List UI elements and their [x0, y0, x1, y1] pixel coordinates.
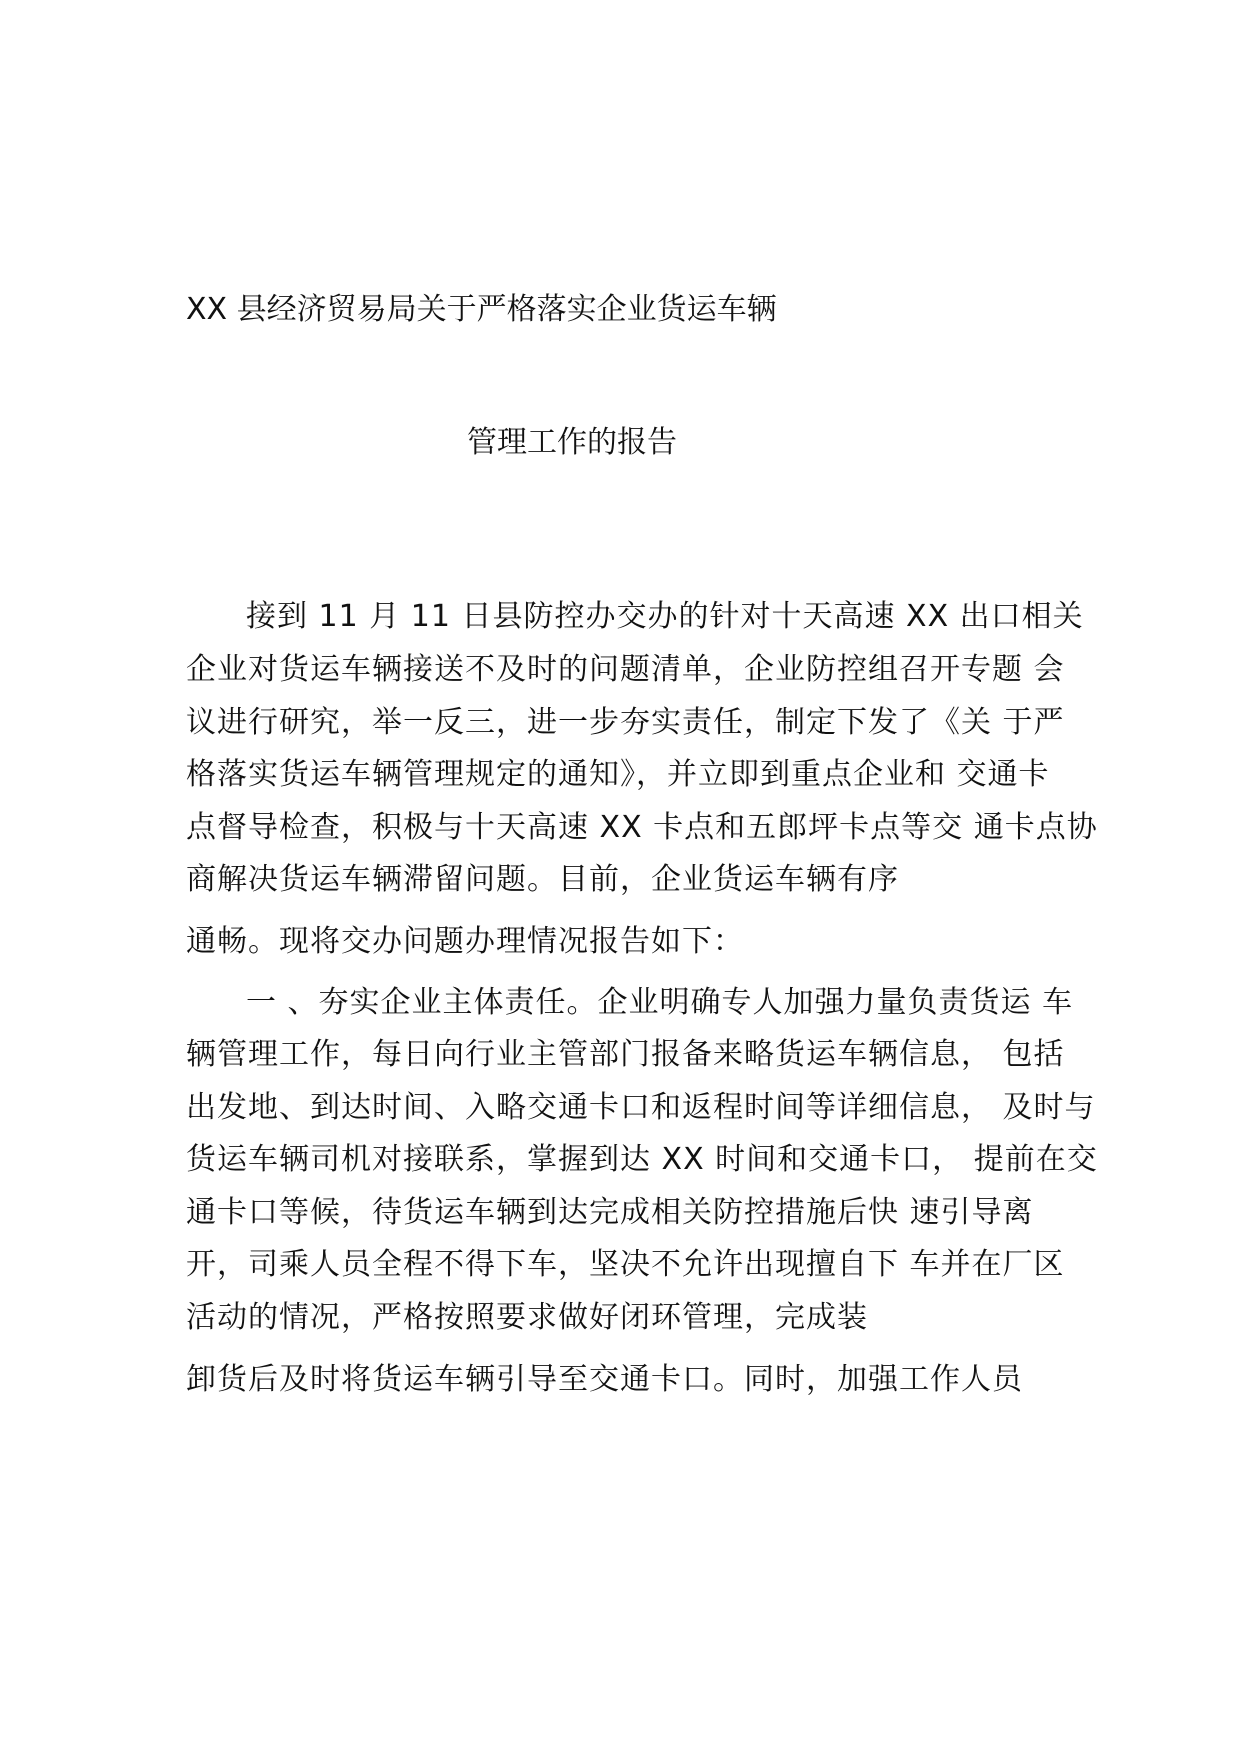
paragraph-2-line-7: 活动的情况，严格按照要求做好闭环管理，完成装	[186, 1300, 868, 1335]
paragraph-1-line-1: 接到 11 月 11 日县防控办交办的针对十天高速 XX 出口相关	[246, 599, 1084, 634]
document-title-line-1: XX 县经济贸易局关于严格落实企业货运车辆	[186, 292, 777, 327]
paragraph-1-line-5: 点督导检查，积极与十天高速 XX 卡点和五郎坪卡点等交 通卡点协	[186, 810, 1098, 845]
paragraph-1-line-2: 企业对货运车辆接送不及时的问题清单，企业防控组召开专题 会	[186, 652, 1065, 687]
paragraph-2-line-2: 辆管理工作，每日向行业主管部门报备来略货运车辆信息， 包括	[186, 1037, 1065, 1072]
paragraph-2-line-5: 通卡口等候，待货运车辆到达完成相关防控措施后快 速引导离	[186, 1195, 1034, 1230]
paragraph-2-line-4: 货运车辆司机对接联系，掌握到达 XX 时间和交通卡口， 提前在交	[186, 1142, 1098, 1177]
paragraph-2-line-1: 一 、夯实企业主体责任。企业明确专人加强力量负责货运 车	[246, 985, 1074, 1020]
paragraph-1-line-6: 商解决货运车辆滞留问题。目前，企业货运车辆有序	[186, 862, 899, 897]
paragraph-1-line-7: 通畅。现将交办问题办理情况报告如下：	[186, 924, 744, 959]
paragraph-2-line-8: 卸货后及时将货运车辆引导至交通卡口。同时，加强工作人员	[186, 1362, 1023, 1397]
paragraph-1-line-4: 格落实货运车辆管理规定的通知》，并立即到重点企业和 交通卡	[186, 757, 1050, 792]
paragraph-1-line-3: 议进行研究，举一反三，进一步夯实责任，制定下发了《关 于严	[186, 705, 1065, 740]
paragraph-2-line-3: 出发地、到达时间、入略交通卡口和返程时间等详细信息， 及时与	[186, 1090, 1096, 1125]
paragraph-2-line-6: 开，司乘人员全程不得下车，坚决不允许出现擅自下 车并在厂区	[186, 1247, 1065, 1282]
document-title-line-2: 管理工作的报告	[467, 425, 677, 460]
